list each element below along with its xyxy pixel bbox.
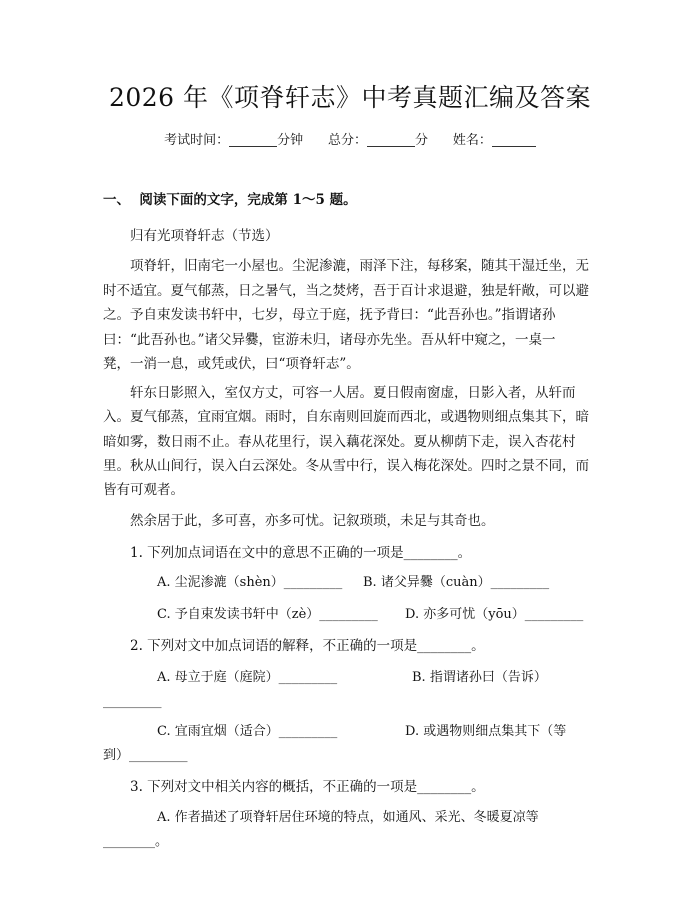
- question-1-stem: 1. 下列加点词语在文中的意思不正确的一项是________。: [130, 545, 472, 561]
- section-heading: 一、 阅读下面的文字，完成第 1～5 题。: [103, 192, 357, 208]
- question-3-option-a[interactable]: A. 作者描述了项脊轩居住环境的特点，如通风、采光、冬暖夏凉等: [157, 810, 539, 825]
- question-2-option-a[interactable]: A. 母立于庭（庭院）_________: [157, 670, 338, 685]
- question-2-option-d-cont[interactable]: 到）_________: [103, 748, 188, 763]
- question-1-option-d[interactable]: D. 亦多可忧（yōu）_________: [405, 607, 584, 622]
- page-title: 2026 年《项脊轩志》中考真题汇编及答案: [108, 83, 592, 112]
- name-label: 姓名：: [452, 133, 492, 148]
- exam-meta: [0, 131, 700, 151]
- para3-line: 然余居于此，多可喜，亦多可忧。记叙琐琐，未足与其奇也。: [130, 513, 495, 529]
- passage-title: 归有光项脊轩志（节选）: [130, 228, 279, 244]
- para2-line: 暗如雾，数日雨不止。春从花里行，误入藕花深处。夏从柳荫下走，误入杏花村: [103, 434, 576, 450]
- para2-line: 皆有可观者。: [103, 482, 184, 498]
- question-2-option-d[interactable]: D. 或遇物则细点集其下（等: [405, 724, 567, 739]
- para1-line: 时不适宜。夏气郁蒸，日之暑气，当之焚烤，吾于百计求退避，独是轩敞，可以避: [103, 283, 589, 299]
- question-2-stem: 2. 下列对文中加点词语的解释，不正确的一项是________。: [130, 638, 485, 654]
- score-label: 总分：: [327, 133, 367, 148]
- question-1-option-b[interactable]: B. 诸父异爨（cuàn）_________: [363, 575, 550, 590]
- para1-line: 凳，一消一息，或凭或伏，曰“项脊轩志”。: [103, 356, 360, 372]
- para2-line: 入。夏气郁蒸，宜雨宜烟。雨时，自东南则回旋而西北，或遇物则细点集其下，暗: [103, 409, 589, 425]
- question-1-option-c[interactable]: C. 予自束发读书轩中（zè）_________: [157, 607, 378, 622]
- name-blank[interactable]: [492, 132, 536, 147]
- para1-line: 曰：“此吾孙也。”诸父异爨，宦游未归，诸母亦先坐。吾从轩中窥之，一桌一: [103, 332, 556, 348]
- score-blank[interactable]: [367, 132, 415, 147]
- question-2-option-c[interactable]: C. 宜雨宜烟（适合）_________: [157, 724, 338, 739]
- score-unit: 分: [415, 133, 429, 148]
- time-unit: 分钟: [277, 133, 304, 148]
- time-blank[interactable]: [229, 132, 277, 147]
- para2-line: 轩东日影照入，室仅方丈，可容一人居。夏日假南窗虚，日影入者，从轩而: [130, 385, 576, 401]
- question-2-option-b-blank[interactable]: _________: [103, 694, 162, 709]
- para1-line: 项脊轩，旧南宅一小屋也。尘泥渗漉，雨泽下注，每移案，随其干湿迁坐，无: [130, 258, 589, 274]
- para1-line: 之。予自束发读书轩中，七岁，母立于庭，抚予背曰：“此吾孙也。”指谓诸孙: [103, 307, 556, 323]
- question-1-option-a[interactable]: A. 尘泥渗漉（shèn）_________: [157, 575, 343, 590]
- question-3-option-a-cont[interactable]: ________。: [103, 834, 169, 849]
- question-3-stem: 3. 下列对文中相关内容的概括，不正确的一项是________。: [130, 779, 485, 795]
- para2-line: 里。秋从山间行，误入白云深处。冬从雪中行，误入梅花深处。四时之景不同，而: [103, 458, 589, 474]
- question-2-option-b[interactable]: B. 指谓诸孙曰（告诉）: [412, 670, 547, 685]
- time-label: 考试时间：: [164, 133, 230, 148]
